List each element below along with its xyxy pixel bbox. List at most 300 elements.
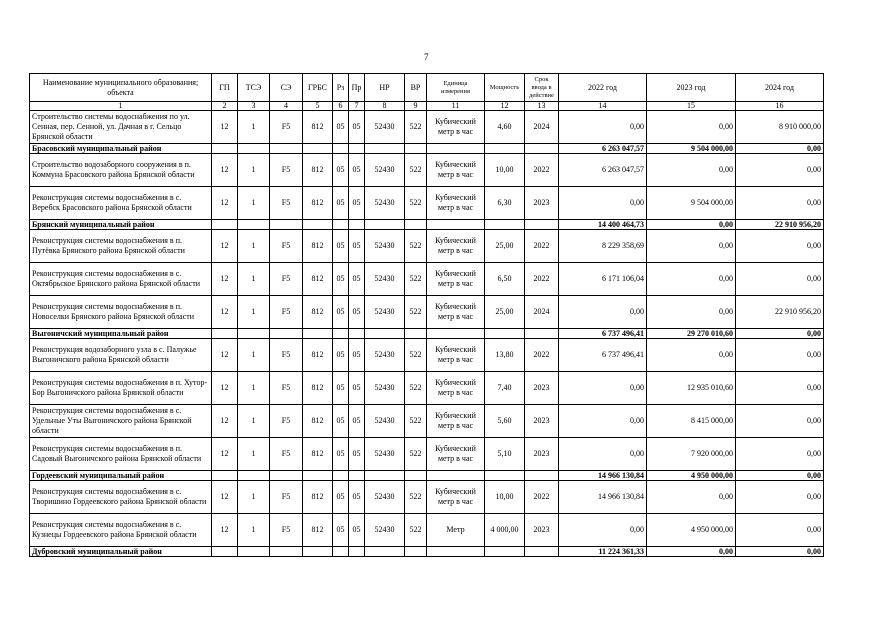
col-number: 9 [405,102,427,111]
empty-cell [525,144,559,154]
nr-cell: 52430 [365,111,405,144]
year-cell: 2023 [525,514,559,547]
year-cell: 2024 [525,111,559,144]
power-cell: 6,30 [485,187,525,220]
pr-cell: 05 [349,405,365,438]
pr-cell: 05 [349,263,365,296]
gp-cell: 12 [212,372,238,405]
empty-cell [238,329,270,339]
unit-cell: Кубический метр в час [427,372,485,405]
tse-cell: 1 [238,263,270,296]
district-total-2023: 0,00 [647,220,736,230]
district-total-2022: 6 263 047,57 [559,144,647,154]
district-total-2023: 0,00 [647,547,736,557]
amount-2024: 0,00 [736,339,824,372]
empty-cell [333,144,349,154]
unit-cell: Кубический метр в час [427,405,485,438]
amount-2022: 0,00 [559,296,647,329]
empty-cell [365,547,405,557]
gp-cell: 12 [212,296,238,329]
empty-cell [270,144,303,154]
object-row [30,339,824,372]
district-name: Гордеевский муниципальный район [30,471,212,481]
object-row [30,514,824,547]
empty-cell [405,144,427,154]
empty-cell [333,220,349,230]
col-number: 12 [485,102,525,111]
year-cell: 2023 [525,405,559,438]
se-cell: F5 [270,154,303,187]
empty-cell [270,329,303,339]
amount-2022: 6 737 496,41 [559,339,647,372]
se-cell: F5 [270,187,303,220]
tse-cell: 1 [238,405,270,438]
unit-cell: Кубический метр в час [427,339,485,372]
rz-cell: 05 [333,154,349,187]
vr-cell: 522 [405,481,427,514]
object-name: Реконструкция системы водоснабжения в п. Садовый Выгоничского района Брянской области [30,438,212,471]
gp-cell: 12 [212,405,238,438]
district-name: Брасовский муниципальный район [30,144,212,154]
empty-cell [485,220,525,230]
empty-cell [270,547,303,557]
vr-cell: 522 [405,405,427,438]
amount-2024: 0,00 [736,405,824,438]
col-number: 2 [212,102,238,111]
investment-table [29,73,824,557]
amount-2023: 0,00 [647,111,736,144]
vr-cell: 522 [405,154,427,187]
vr-cell: 522 [405,372,427,405]
empty-cell [365,329,405,339]
empty-cell [238,547,270,557]
empty-cell [365,471,405,481]
rz-cell: 05 [333,339,349,372]
unit-cell: Кубический метр в час [427,438,485,471]
district-total-2022: 14 966 130,84 [559,471,647,481]
grbs-cell: 812 [303,230,333,263]
gp-cell: 12 [212,481,238,514]
col-number: 7 [349,102,365,111]
unit-cell: Кубический метр в час [427,296,485,329]
district-total-2022: 11 224 361,33 [559,547,647,557]
district-total-row [30,220,824,230]
amount-2024: 0,00 [736,514,824,547]
district-name: Дубровский муниципальный район [30,547,212,557]
empty-cell [485,144,525,154]
empty-cell [525,471,559,481]
pr-cell: 05 [349,154,365,187]
header-rz: Рз [333,74,349,102]
se-cell: F5 [270,405,303,438]
nr-cell: 52430 [365,296,405,329]
empty-cell [212,547,238,557]
col-number: 4 [270,102,303,111]
amount-2023: 0,00 [647,230,736,263]
amount-2022: 6 263 047,57 [559,154,647,187]
pr-cell: 05 [349,111,365,144]
empty-cell [427,144,485,154]
col-number: 6 [333,102,349,111]
header-2022: 2022 год [559,74,647,102]
power-cell: 4 000,00 [485,514,525,547]
amount-2022: 6 171 106,04 [559,263,647,296]
pr-cell: 05 [349,438,365,471]
amount-2024: 0,00 [736,230,824,263]
amount-2023: 0,00 [647,263,736,296]
empty-cell [212,220,238,230]
rz-cell: 05 [333,263,349,296]
empty-cell [349,220,365,230]
header-row [30,74,824,102]
header-term: Срок ввода в действие [525,74,559,102]
amount-2024: 0,00 [736,372,824,405]
year-cell: 2022 [525,339,559,372]
object-row [30,230,824,263]
unit-cell: Кубический метр в час [427,263,485,296]
rz-cell: 05 [333,514,349,547]
grbs-cell: 812 [303,339,333,372]
power-cell: 5,60 [485,405,525,438]
empty-cell [405,329,427,339]
nr-cell: 52430 [365,187,405,220]
gp-cell: 12 [212,514,238,547]
power-cell: 13,80 [485,339,525,372]
amount-2022: 0,00 [559,111,647,144]
empty-cell [303,547,333,557]
grbs-cell: 812 [303,263,333,296]
se-cell: F5 [270,339,303,372]
empty-cell [405,471,427,481]
object-name: Реконструкция системы водоснабжения в с. Удельные Уты Выгоничского района Брянской области [30,405,212,438]
empty-cell [485,329,525,339]
empty-cell [525,547,559,557]
header-vr: ВР [405,74,427,102]
empty-cell [365,220,405,230]
vr-cell: 522 [405,514,427,547]
empty-cell [349,471,365,481]
amount-2022: 0,00 [559,438,647,471]
header-grbs: ГРБС [303,74,333,102]
col-number: 15 [647,102,736,111]
empty-cell [270,220,303,230]
pr-cell: 05 [349,372,365,405]
header-2024: 2024 год [736,74,824,102]
empty-cell [427,329,485,339]
empty-cell [238,471,270,481]
power-cell: 5,10 [485,438,525,471]
object-name: Реконструкция системы водоснабжения в п. Хутор-Бор Выгоничского района Брянской области [30,372,212,405]
column-number-row [30,102,824,111]
header-2023: 2023 год [647,74,736,102]
year-cell: 2024 [525,296,559,329]
gp-cell: 12 [212,154,238,187]
empty-cell [485,547,525,557]
object-row [30,372,824,405]
object-name: Реконструкция системы водоснабжения в с. Творишино Гордеевского района Брянской области [30,481,212,514]
district-total-2023: 29 270 010,60 [647,329,736,339]
vr-cell: 522 [405,296,427,329]
nr-cell: 52430 [365,481,405,514]
unit-cell: Кубический метр в час [427,230,485,263]
col-number: 8 [365,102,405,111]
nr-cell: 52430 [365,154,405,187]
empty-cell [238,144,270,154]
nr-cell: 52430 [365,405,405,438]
amount-2023: 4 950 000,00 [647,514,736,547]
header-nr: НР [365,74,405,102]
col-number: 16 [736,102,824,111]
year-cell: 2023 [525,372,559,405]
gp-cell: 12 [212,263,238,296]
se-cell: F5 [270,296,303,329]
empty-cell [270,471,303,481]
grbs-cell: 812 [303,438,333,471]
amount-2024: 0,00 [736,438,824,471]
empty-cell [303,329,333,339]
amount-2023: 8 415 000,00 [647,405,736,438]
object-row [30,263,824,296]
district-total-2024: 0,00 [736,329,824,339]
amount-2022: 14 966 130,84 [559,481,647,514]
power-cell: 10,00 [485,481,525,514]
se-cell: F5 [270,111,303,144]
object-row [30,187,824,220]
nr-cell: 52430 [365,230,405,263]
district-total-2024: 0,00 [736,471,824,481]
amount-2023: 0,00 [647,481,736,514]
empty-cell [427,471,485,481]
empty-cell [212,471,238,481]
empty-cell [525,220,559,230]
rz-cell: 05 [333,296,349,329]
header-pr: Пр [349,74,365,102]
object-row [30,154,824,187]
amount-2024: 0,00 [736,187,824,220]
rz-cell: 05 [333,438,349,471]
gp-cell: 12 [212,438,238,471]
amount-2023: 9 504 000,00 [647,187,736,220]
nr-cell: 52430 [365,339,405,372]
year-cell: 2022 [525,154,559,187]
district-total-row [30,144,824,154]
grbs-cell: 812 [303,296,333,329]
empty-cell [303,471,333,481]
year-cell: 2023 [525,187,559,220]
se-cell: F5 [270,438,303,471]
district-total-row [30,329,824,339]
amount-2023: 0,00 [647,339,736,372]
pr-cell: 05 [349,296,365,329]
district-name: Выгоничский муниципальный район [30,329,212,339]
year-cell: 2022 [525,481,559,514]
unit-cell: Кубический метр в час [427,154,485,187]
empty-cell [349,547,365,557]
object-name: Строительство водозаборного сооружения в п. Коммуна Брасовского района Брянской области [30,154,212,187]
vr-cell: 522 [405,230,427,263]
grbs-cell: 812 [303,514,333,547]
gp-cell: 12 [212,187,238,220]
nr-cell: 52430 [365,514,405,547]
empty-cell [212,329,238,339]
empty-cell [238,220,270,230]
amount-2024: 0,00 [736,154,824,187]
rz-cell: 05 [333,405,349,438]
tse-cell: 1 [238,230,270,263]
header-name: Наименование муниципального образования; объекта [30,74,212,102]
vr-cell: 522 [405,339,427,372]
tse-cell: 1 [238,438,270,471]
amount-2022: 0,00 [559,514,647,547]
power-cell: 10,00 [485,154,525,187]
header-tse: ТСЭ [238,74,270,102]
power-cell: 25,00 [485,230,525,263]
se-cell: F5 [270,514,303,547]
object-name: Реконструкция системы водоснабжения в с. Кузнецы Гордеевского района Брянской области [30,514,212,547]
se-cell: F5 [270,481,303,514]
year-cell: 2023 [525,438,559,471]
power-cell: 4,60 [485,111,525,144]
empty-cell [365,144,405,154]
grbs-cell: 812 [303,154,333,187]
district-total-row [30,547,824,557]
col-number: 14 [559,102,647,111]
district-total-2022: 14 400 464,73 [559,220,647,230]
object-row [30,481,824,514]
object-row [30,296,824,329]
tse-cell: 1 [238,154,270,187]
empty-cell [303,220,333,230]
unit-cell: Метр [427,514,485,547]
nr-cell: 52430 [365,263,405,296]
empty-cell [405,220,427,230]
pr-cell: 05 [349,514,365,547]
unit-cell: Кубический метр в час [427,481,485,514]
district-total-2023: 4 950 000,00 [647,471,736,481]
tse-cell: 1 [238,339,270,372]
district-total-2024: 0,00 [736,547,824,557]
amount-2022: 0,00 [559,372,647,405]
gp-cell: 12 [212,111,238,144]
district-total-2023: 9 504 000,00 [647,144,736,154]
col-number: 1 [30,102,212,111]
object-name: Реконструкция системы водоснабжения в п. Новоселки Брянского района Брянской области [30,296,212,329]
se-cell: F5 [270,372,303,405]
district-total-2024: 22 910 956,20 [736,220,824,230]
pr-cell: 05 [349,339,365,372]
object-name: Реконструкция системы водоснабжения в п. Путёвка Брянского района Брянской области [30,230,212,263]
object-name: Реконструкция системы водоснабжения в с. Октябрьское Брянского района Брянской области [30,263,212,296]
amount-2022: 0,00 [559,405,647,438]
amount-2024: 0,00 [736,263,824,296]
empty-cell [427,547,485,557]
grbs-cell: 812 [303,481,333,514]
amount-2022: 8 229 358,69 [559,230,647,263]
vr-cell: 522 [405,187,427,220]
tse-cell: 1 [238,481,270,514]
col-number: 3 [238,102,270,111]
district-total-row [30,471,824,481]
col-number: 5 [303,102,333,111]
district-total-2024: 0,00 [736,144,824,154]
se-cell: F5 [270,230,303,263]
empty-cell [405,547,427,557]
header-se: СЭ [270,74,303,102]
object-name: Реконструкция системы водоснабжения в с. Веребск Брасовского района Брянской области [30,187,212,220]
pr-cell: 05 [349,230,365,263]
object-name: Строительство системы водоснабжения по ул. Сенная, пер. Сенной, ул. Дачная в г. Сельцо Брянской области [30,111,212,144]
rz-cell: 05 [333,372,349,405]
nr-cell: 52430 [365,438,405,471]
object-row [30,111,824,144]
power-cell: 6,50 [485,263,525,296]
header-unit: Единица измерения [427,74,485,102]
tse-cell: 1 [238,187,270,220]
page-number: 7 [424,52,429,62]
district-total-2022: 6 737 496,41 [559,329,647,339]
amount-2023: 12 935 010,60 [647,372,736,405]
amount-2024: 0,00 [736,481,824,514]
rz-cell: 05 [333,230,349,263]
se-cell: F5 [270,263,303,296]
vr-cell: 522 [405,111,427,144]
empty-cell [525,329,559,339]
amount-2024: 22 910 956,20 [736,296,824,329]
empty-cell [333,471,349,481]
empty-cell [485,471,525,481]
object-name: Реконструкция водозаборного узла в с. Палужье Выгоничского района Брянской области [30,339,212,372]
empty-cell [303,144,333,154]
year-cell: 2022 [525,230,559,263]
year-cell: 2022 [525,263,559,296]
nr-cell: 52430 [365,372,405,405]
amount-2023: 0,00 [647,296,736,329]
tse-cell: 1 [238,514,270,547]
grbs-cell: 812 [303,187,333,220]
amount-2022: 0,00 [559,187,647,220]
empty-cell [212,144,238,154]
tse-cell: 1 [238,372,270,405]
header-power: Мощность [485,74,525,102]
grbs-cell: 812 [303,111,333,144]
amount-2023: 0,00 [647,154,736,187]
pr-cell: 05 [349,481,365,514]
gp-cell: 12 [212,339,238,372]
grbs-cell: 812 [303,372,333,405]
tse-cell: 1 [238,111,270,144]
table-body [30,111,824,557]
object-row [30,438,824,471]
gp-cell: 12 [212,230,238,263]
rz-cell: 05 [333,481,349,514]
amount-2024: 8 910 000,00 [736,111,824,144]
col-number: 13 [525,102,559,111]
object-row [30,405,824,438]
empty-cell [427,220,485,230]
vr-cell: 522 [405,263,427,296]
empty-cell [349,329,365,339]
rz-cell: 05 [333,187,349,220]
tse-cell: 1 [238,296,270,329]
empty-cell [333,547,349,557]
header-gp: ГП [212,74,238,102]
pr-cell: 05 [349,187,365,220]
unit-cell: Кубический метр в час [427,187,485,220]
vr-cell: 522 [405,438,427,471]
power-cell: 7,40 [485,372,525,405]
col-number: 11 [427,102,485,111]
empty-cell [333,329,349,339]
